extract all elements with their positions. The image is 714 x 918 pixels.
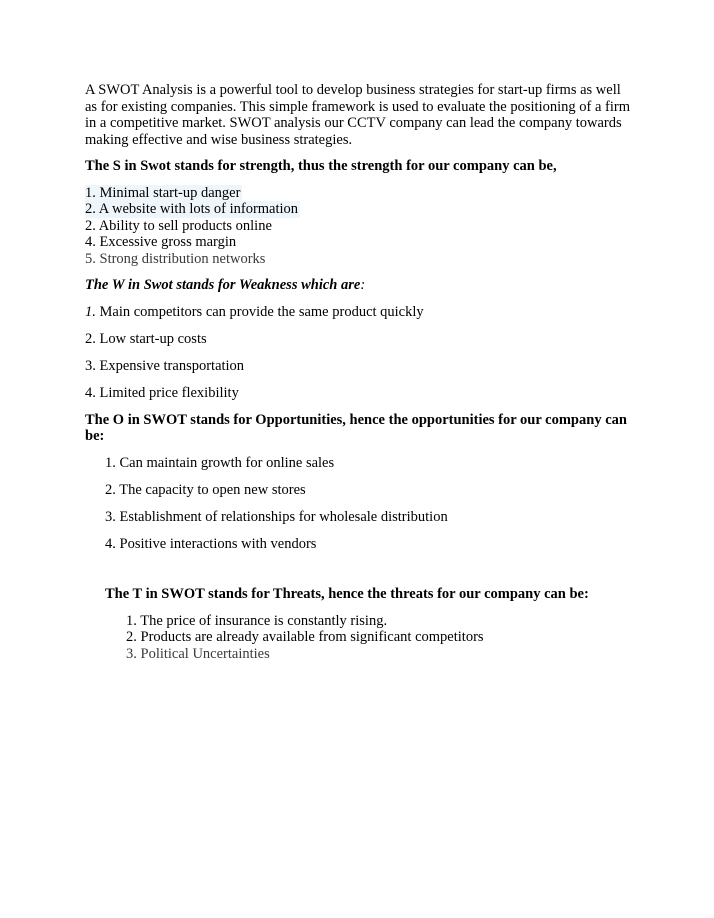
list-item: 1. Can maintain growth for online sales bbox=[105, 454, 335, 471]
opportunities-heading: The O in SWOT stands for Opportunities, hence the opportunities for our company can be: bbox=[85, 411, 627, 444]
weaknesses-heading-colon: : bbox=[360, 277, 366, 293]
list-item: 2. Products are already available from significant competitors bbox=[126, 629, 484, 645]
list-item: 1. The price of insurance is constantly rising. bbox=[126, 612, 388, 629]
weaknesses-heading-text: The W in Swot stands for Weakness which are bbox=[85, 277, 361, 293]
weaknesses-heading bbox=[85, 277, 635, 294]
strength-item-1: 1. Minimal start-up danger bbox=[85, 184, 241, 201]
weakness-item-text: Main competitors can provide the same product quickly bbox=[95, 303, 424, 320]
weaknesses-list bbox=[85, 304, 635, 402]
list-item: 3. Political Uncertainties bbox=[126, 645, 270, 662]
list-item: 2. The capacity to open new stores bbox=[105, 481, 306, 498]
opportunities-list bbox=[85, 455, 635, 553]
list-item: 2. Ability to sell products online bbox=[85, 217, 272, 234]
threats-heading: The T in SWOT stands for Threats, hence the threats for our company can be: bbox=[105, 586, 589, 602]
list-item bbox=[85, 304, 635, 321]
document-page bbox=[85, 82, 635, 672]
weakness-item-number: 1. bbox=[85, 303, 96, 320]
threats-list bbox=[85, 613, 635, 663]
intro-paragraph: A SWOT Analysis is a powerful tool to develop business strategies for start-up firms as well as for existing companies. This simple framework is used to evaluate the positioning of a firm in a competitive market. SWOT analysis our CCTV company can lead the company towards making effective and wise business strategies. bbox=[85, 82, 630, 148]
list-item bbox=[85, 201, 635, 218]
list-item: 3. Establishment of relationships for wholesale distribution bbox=[105, 508, 448, 525]
list-item: 4. Positive interactions with vendors bbox=[105, 535, 317, 552]
list-item: 4. Limited price flexibility bbox=[85, 384, 239, 401]
list-item: 5. Strong distribution networks bbox=[85, 250, 266, 267]
strength-item-2: 2. A website with lots of information bbox=[85, 201, 299, 217]
strengths-list bbox=[85, 185, 635, 268]
strengths-heading: The S in Swot stands for strength, thus the strength for our company can be, bbox=[85, 158, 557, 174]
list-item: 4. Excessive gross margin bbox=[85, 234, 237, 250]
list-item bbox=[85, 185, 635, 202]
list-item: 2. Low start-up costs bbox=[85, 330, 207, 347]
list-item: 3. Expensive transportation bbox=[85, 357, 245, 374]
